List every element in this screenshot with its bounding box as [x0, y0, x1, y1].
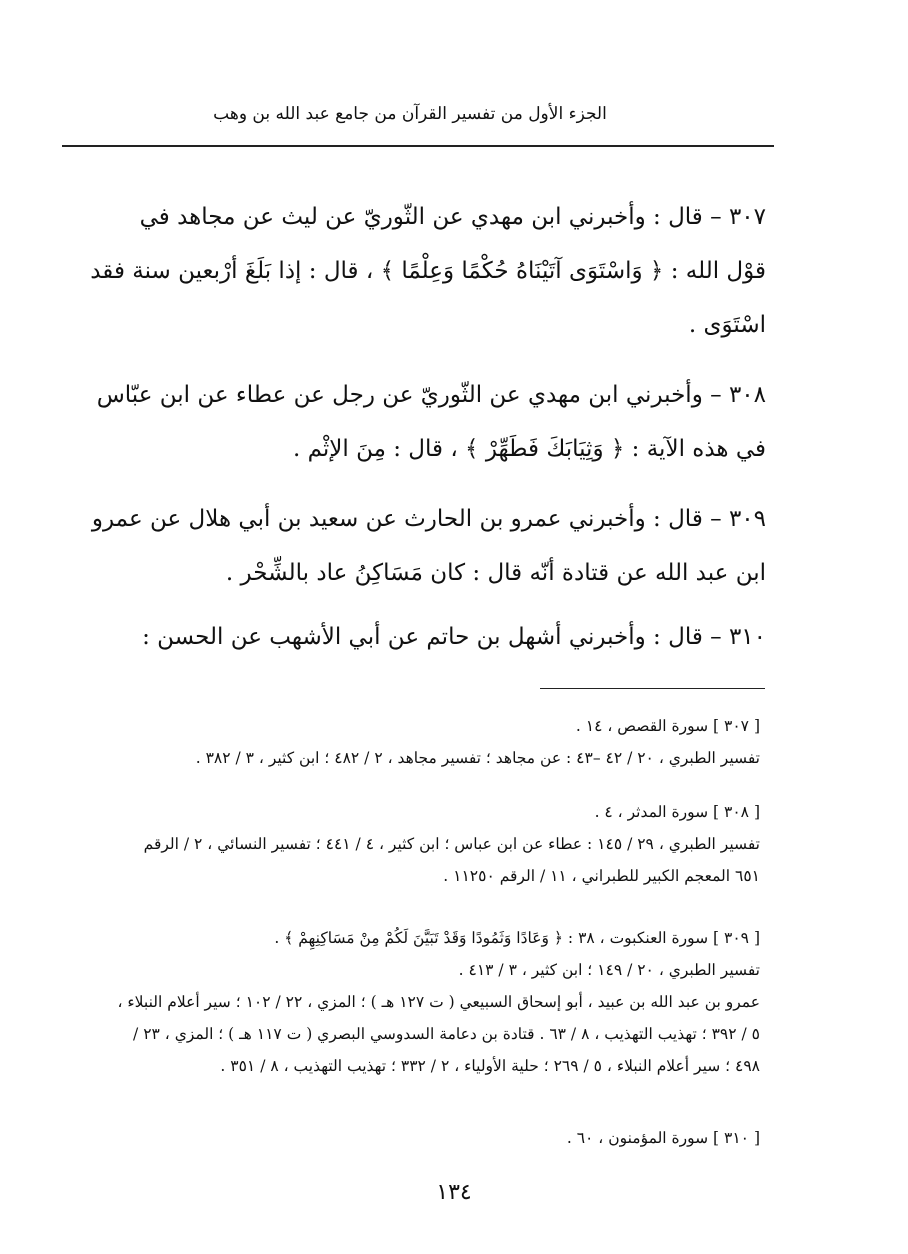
footnote-line: ٤٩٨ ؛ سير أعلام النبلاء ، ٥ / ٢٦٩ ؛ حلية الأولياء ، ٢ / ٣٣٢ ؛ تهذيب التهذيب ، ٨ / ٣٥١ . [220, 1057, 760, 1075]
footnote-ref: [ ٣٠٧ ] سورة القصص ، ١٤ . [575, 717, 760, 735]
entry-line: اسْتَوَى . [688, 312, 766, 338]
entry-line: قوْل الله : ﴿ وَاسْتَوَى آتَيْنَاهُ حُكْمًا وَعِلْمًا ﴾ ، قال : إذا بَلَغَ أرْبعين سنة فقد [90, 258, 766, 284]
footnote-line: تفسير الطبري ، ٢٠ / ١٤٩ ؛ ابن كثير ، ٣ / ٤١٣ . [458, 961, 760, 979]
entry-308 [58, 368, 766, 476]
entry-line: ٣٠٩ – قال : وأخبرني عمرو بن الحارث عن سعيد بن أبي هلال عن عمرو [91, 506, 766, 532]
entry-line: في هذه الآية : ﴿ وَثِيَابَكَ فَطَهِّرْ ﴾ ، قال : مِنَ الإثْم . [292, 436, 766, 462]
footnote-310 [48, 1122, 760, 1154]
entry-line: ابن عبد الله عن قتادة أنّه قال : كان مَسَاكِنُ عاد بالشِّحْر . [225, 560, 766, 586]
footnote-308 [48, 796, 760, 892]
footnote-line: تفسير الطبري ، ٢٩ / ١٤٥ : عطاء عن ابن عباس ؛ ابن كثير ، ٤ / ٤٤١ ؛ تفسير النسائي ، ٢ / الرقم [143, 835, 760, 853]
entry-307 [58, 190, 766, 352]
header-rule [62, 145, 774, 147]
entry-310 [58, 610, 766, 664]
footnote-ref: [ ٣٠٩ ] سورة العنكبوت ، ٣٨ : ﴿ وَعَادًا وَثَمُودًا وَقَدْ تَبَيَّنَ لَكُمْ مِنْ مَسَاكِنِهِمْ ﴾ . [274, 929, 760, 947]
entry-line: ٣١٠ – قال : وأخبرني أشهل بن حاتم عن أبي الأشهب عن الحسن : [142, 624, 766, 650]
footnote-line: ٦٥١ المعجم الكبير للطبراني ، ١١ / الرقم ١١٢٥٠ . [443, 867, 760, 885]
footnote-ref: [ ٣٠٨ ] سورة المدثر ، ٤ . [594, 803, 760, 821]
footnote-rule [540, 688, 765, 689]
footnote-line: عمرو بن عبد الله بن عبيد ، أبو إسحاق السبيعي ( ت ١٢٧ هـ ) ؛ المزي ، ٢٢ / ١٠٢ ؛ سير أعلام النبلاء ، [117, 993, 760, 1011]
entry-line: ٣٠٨ – وأخبرني ابن مهدي عن الثّوريّ عن رجل عن عطاء عن ابن عبّاس [96, 382, 766, 408]
entry-line: ٣٠٧ – قال : وأخبرني ابن مهدي عن الثّوريّ عن ليث عن مجاهد في [139, 204, 766, 230]
running-header: الجزء الأول من تفسير القرآن من جامع عبد الله بن وهب [213, 104, 607, 124]
footnote-ref: [ ٣١٠ ] سورة المؤمنون ، ٦٠ . [566, 1129, 760, 1147]
page-number: ١٣٤ [436, 1180, 472, 1205]
footnote-line: تفسير الطبري ، ٢٠ / ٤٢ –٤٣ : عن مجاهد ؛ تفسير مجاهد ، ٢ / ٤٨٢ ؛ ابن كثير ، ٣ / ٣٨٢ . [195, 749, 760, 767]
footnote-line: ٥ / ٣٩٢ ؛ تهذيب التهذيب ، ٨ / ٦٣ . قتادة بن دعامة السدوسي البصري ( ت ١١٧ هـ ) ؛ المزي ، ٢٣ / [133, 1025, 760, 1043]
footnote-307 [48, 710, 760, 774]
footnote-309 [48, 922, 760, 1082]
entry-309 [58, 492, 766, 600]
